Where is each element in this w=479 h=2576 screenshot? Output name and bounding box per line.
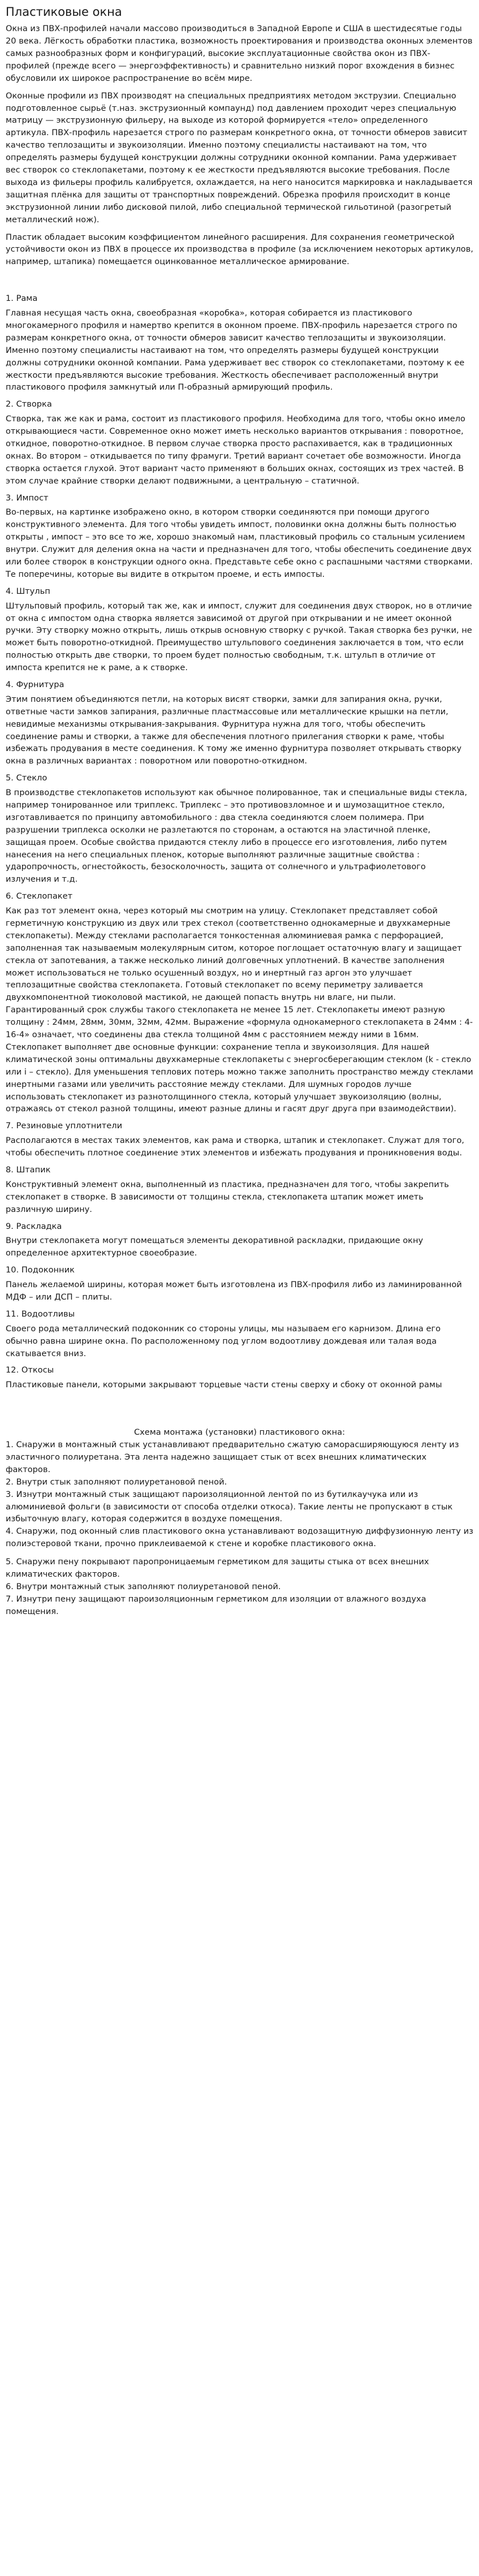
section-raskladka xyxy=(6,1220,473,1260)
section-shtulp xyxy=(6,585,473,674)
section-shtapik xyxy=(6,1164,473,1216)
section-text: Панель желаемой ширины, которая может быть изготовлена из ПВХ-профиля либо из ламинированной МДФ – или ДСП – плиты. xyxy=(6,1280,462,1302)
section-heading: 12. Откосы xyxy=(6,1365,54,1375)
section-heading: 4. Фурнитура xyxy=(6,680,64,689)
section-text: Во-первых, на картинке изображено окно, в котором створки соединяются при помощи другого конструктивного элемента. Для того чтобы увидеть импост, половинки окна должны быть полностью открыты , импост – это все то же, хорошо знакомый нам, пластиковый профиль со стальным усилением внутри. Служит для деления окна на части и предназначен для того, чтобы обеспечить соединение двух или более створок в конструкции одного окна. Представьте себе окно с распашными частями створками. Те поперечины, которые вы видите в открытом проеме, и есть импосты. xyxy=(6,507,473,579)
section-text: Внутри стеклопакета могут помещаться элементы декоративной раскладки, придающие окну определенное архитектурное своеобразие. xyxy=(6,1236,424,1258)
section-heading: 1. Рама xyxy=(6,294,38,304)
section-steklo xyxy=(6,772,473,886)
spacer xyxy=(6,273,473,289)
section-heading: 9. Раскладка xyxy=(6,1221,62,1231)
section-heading: 2. Створка xyxy=(6,399,52,409)
section-impost xyxy=(6,492,473,581)
section-heading: 6. Стеклопакет xyxy=(6,891,73,901)
section-text: Как раз тот элемент окна, через который мы смотрим на улицу. Стеклопакет представляет собой герметичную конструкцию из двух или трех стекол (соответственно однокамерные и двухкамерные стеклопакеты). Между стеклами располагается тонкостенная алюминиевая рамка с перфорацией, заполненная так называемым молекулярным ситом, которое поглощает остаточную влагу и защищает стекла от запотевания, а также несколько линий долговечных уплотнений. В качестве заполнения может использоваться не только осушенный воздух, но и инертный газ аргон это улучшает теплозащитные свойства стеклопакета. Готовый стеклопакет по всему периметру заливается двухкомпонентной тиоколовой мастикой, не дающей попасть внутрь ни влаге, ни пыли. Гарантированный срок службы такого стеклопакета не менее 15 лет. Стеклопакеты имеют разную толщину : 24мм, 28мм, 30мм, 32мм, 42мм. Выражение «формула однокамерного стеклопакета в 24мм : 4-16-4» означает, что соединены два стекла толщиной 4мм с расстоянием между ними в 16мм. Стеклопакет выполняет две основные функции: сохранение тепла и звукоизоляция. Для нашей климатической зоны оптимальны двухкамерные стеклопакеты с энергосберегающим стеклом (k - стекло или i – стекло). Для уменьшения теплових потерь можно также заполнить пространство между стеклами инертными газами или увеличить расстояние между стеклами. Для шумных городов лучше использовать стеклопакет из разнотолщинного стекла, который улучшает звукоизоляцию (волны, отражаясь от стекол разной толщины, имеют разные длины и гасят друг друга при взаимодействии). xyxy=(6,906,473,1114)
section-otkosy xyxy=(6,1364,473,1391)
intro-paragraph-3: Пластик обладает высоким коэффициентом линейного расширения. Для сохранения геометрической устойчивости окон из ПВХ в процессе их производства в профиле (за исключением некоторых артикулов, например, штапика) помещается оцинкованное металлическое армирование. xyxy=(6,232,473,267)
section-text: Конструктивный элемент окна, выполненный из пластика, предназначен для того, чтобы закрепить стеклопакет в створке. В зависимости от толщины стекла, стеклопакета штапик может иметь различную ширину. xyxy=(6,1179,449,1214)
section-heading: 4. Штульп xyxy=(6,586,50,596)
section-steklopaket xyxy=(6,890,473,1115)
section-furnitura xyxy=(6,679,473,767)
section-text: Створка, так же как и рама, состоит из пластикового профиля. Необходима для того, чтобы окно имело открывающиеся части. Современное окно может иметь несколько вариантов открывания : поворотное, откидное, поворотно-откидное. В первом случае створка просто распахивается, как в традиционных окнах. Во втором – откидывается по типу фрамуги. Третий вариант сочетает обе возможности. Иногда створка остается глухой. Этот вариант часто применяют в больших окнах, состоящих из трех частей. В этом случае крайние створки делают подвижными, а центральную – статичной. xyxy=(6,414,465,486)
section-heading: 7. Резиновые уплотнители xyxy=(6,1121,123,1131)
section-stvorka xyxy=(6,398,473,487)
scheme-title: Схема монтажа (установки) пластикового окна: xyxy=(133,1427,346,1438)
section-text: Своего рода металлический подоконник со стороны улицы, мы называем его карнизом. Длина его обычно равна ширине окна. По расположенному под углом водоотливу дождевая или талая вода скатывается вниз. xyxy=(6,1323,441,1358)
section-heading: 3. Импост xyxy=(6,493,49,503)
scheme-steps-group-1: 1. Снаружи в монтажный стык устанавливают предварительно сжатую саморасширяющуюся ленту из эластичного полиуретана. Эта лента надежно защищает стык от всех внешних климатических факторов. 2. Внутри стык заполняют полиуретановой пеной. 3. Изнутри монтажный стык защищают пароизоляционной лентой по из бутилкаучука или из алюминиевой фольги (в зависимости от способа отделки откоса). Такие ленты не пропускают в стык избыточную влагу, которая содержится в воздухе помещения. 4. Снаружи, под оконный слив пластикового окна устанавливают водозащитную диффузионную ленту из полиэстеровой ткани, прочно приклеиваемой к стене и коробке пластикового окна. xyxy=(6,1440,473,1549)
section-heading: 5. Стекло xyxy=(6,773,48,783)
section-heading: 11. Водоотливы xyxy=(6,1309,75,1319)
section-vodootlivy xyxy=(6,1308,473,1360)
scheme-steps-group-2: 5. Снаружи пену покрывают паропроницаемым герметиком для защиты стыка от всех внешних климатических факторов. 6. Внутри монтажный стык заполняют полиуретановой пеной. 7. Изнутри пену защищают пароизоляционным герметиком для изоляции от влажного воздуха помещения. xyxy=(6,1557,429,1616)
section-text: Располагаются в местах таких элементов, как рама и створка, штапик и стеклопакет. Служат для того, чтобы обеспечить плотное соединение этих элементов и избежать продувания и проникновения воды. xyxy=(6,1136,464,1158)
section-uplotniteli xyxy=(6,1120,473,1159)
section-text: Штульповый профиль, который так же, как и импост, служит для соединения двух створок, но в отличие от окна с импостом одна створка является зависимой от другой при открывании и не имеет оконной ручки. Эту створку можно открыть, лишь открыв основную створку с ручкой. Такая створка без ручки, не может быть поворотно-откидной. Преимущество штульпового соединения заключается в том, что если полностью открыть две створки, то проем будет полностью свободным, т.к. штульп в отличие от импоста крепится не к раме, а к створке. xyxy=(6,601,472,673)
page-title: Пластиковые окна xyxy=(6,5,122,19)
section-text: Пластиковые панели, которыми закрывают торцевые части стены сверху и сбоку от оконной рамы xyxy=(6,1380,442,1390)
section-podokonnik xyxy=(6,1264,473,1304)
section-heading: 10. Подоконник xyxy=(6,1265,75,1275)
intro-paragraph-1: Окна из ПВХ-профилей начали массово производиться в Западной Европе и США в шестидесятые годы 20 века. Лёгкость обработки пластика, возможность проектирования и производства оконных элементов самых разнообразных форм и конфигураций, высокие эксплуатационные свойства окон из ПВХ-профилей (прежде всего — энергоэффективность) и сравнительно низкий порог вхождения в бизнес обусловили их широкое распространение во всём мире. xyxy=(6,24,473,83)
section-text: В производстве стеклопакетов используют как обычное полированное, так и специальные виды стекла, например тонированное или триплекс. Триплекс – это противовзломное и и шумозащитное стекло, изготавливается по принципу автомобильного : два стекла соединяются слоем полимера. При разрушении триплекса осколки не разлетаются по сторонам, а остаются на эластичной пленке, защищая проем. Особые свойства придаются стеклу либо в процессе его изготовления, либо путем нанесения на него специальных пленок, которые выполняют различные защитные свойства : ударопрочность, огнестойкость, безосколочность, защита от солнечного и ультрафиолетового излучения и т.д. xyxy=(6,788,468,884)
installation-scheme xyxy=(6,1426,473,1617)
section-text: Этим понятием объединяются петли, на которых висят створки, замки для запирания окна, ручки, ответные части замков запирания, различные пластмассовые или металлические крышки на петли, невидимые механизмы открывания-закрывания. Фурнитура нужна для того, чтобы обеспечить соединение рамы и створки, а также для обеспечения плотного прилегания створки к раме, чтобы избежать продувания в месте соединения. К тому же именно фурнитура позволяет открывать створку окна в различных вариантах : поворотном или поворотно-откидном. xyxy=(6,694,462,766)
intro-paragraph-2: Оконные профили из ПВХ производят на специальных предприятиях методом экструзии. Специально подготовленное сырьё (т.наз. экструзионный компаунд) под давлением проходит через специальную матрицу — экструзионную фильеру, на выходе из которой формируется «тело» определенного артикула. ПВХ-профиль нарезается строго по размерам конкретного окна, от точности обмеров зависит качество теплозащиты и звукоизоляции. Именно поэтому специалисты настаивают на том, что определять размеры будущей конструкции должны сотрудники оконной компании. Рама удерживает вес створок со стеклопакетами, поэтому к ее жесткости предъявляются высокие требования. После выхода из фильеры профиль калибруется, охлаждается, на него наносится маркировка и накладывается защитная плёнка для защиты от транспортных повреждений. Обрезка профиля происходит в конце экструзионной линии либо дисковой пилой, либо специальной термической гильотиной (разогретый металлический нож). xyxy=(6,90,473,225)
section-text: Главная несущая часть окна, своеобразная «коробка», которая собирается из пластикового многокамерного профиля и намертво крепится в оконном проеме. ПВХ-профиль нарезается строго по размерам конкретного окна, от точности обмеров зависит качество теплозащиты и звукоизоляции. Именно поэтому специалисты настаивают на том, что определять размеры будущей конструкции должны сотрудники оконной компании. Рама удерживает вес створок со стеклопакетами, поэтому к ее жесткости предъявляются высокие требования. Жесткость обеспечивает расположенный внутри пластикового профиля замкнутый или П-образный армирующий профиль. xyxy=(6,308,465,392)
section-heading: 8. Штапик xyxy=(6,1164,51,1175)
section-rama xyxy=(6,292,473,394)
